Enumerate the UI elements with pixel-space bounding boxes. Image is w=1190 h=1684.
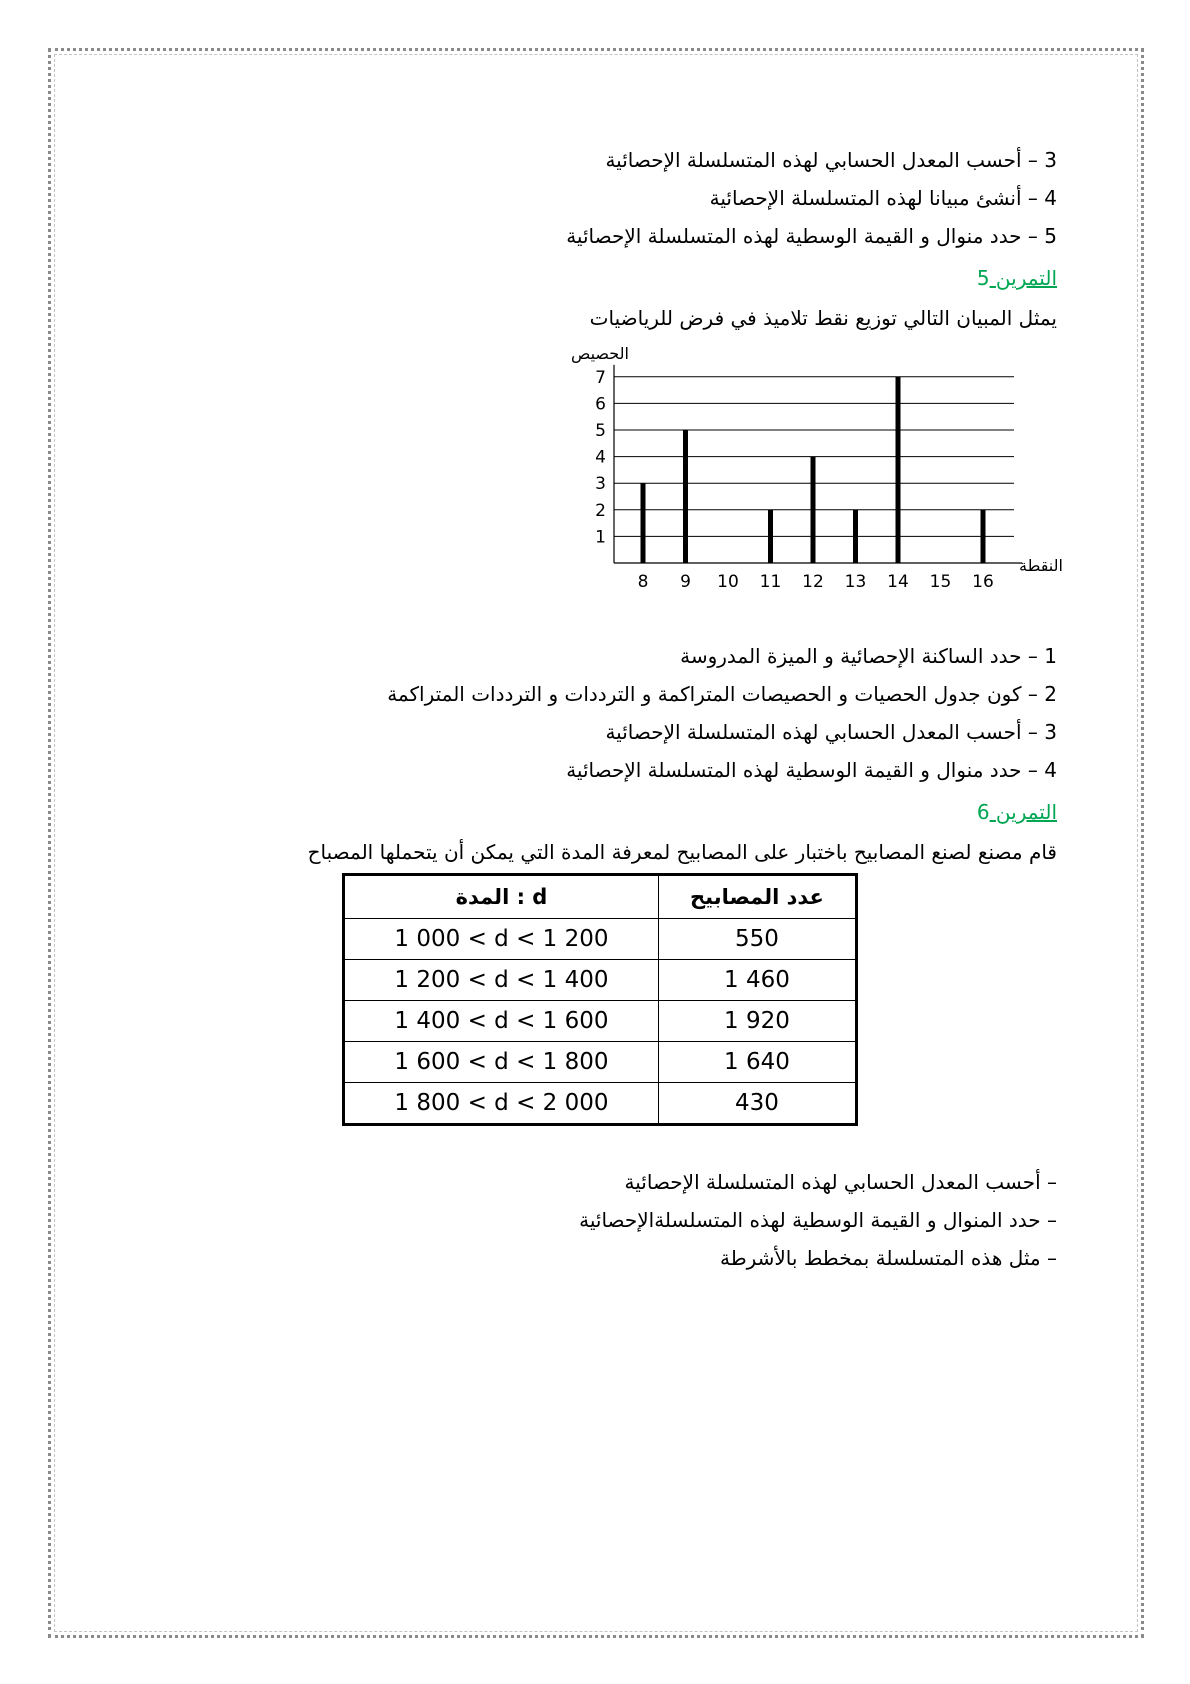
bar	[811, 457, 816, 563]
y-tick-label: 4	[595, 447, 606, 468]
ex6-item-3: – مثل هذه المتسلسلة بمخطط بالأشرطة	[719, 1246, 1057, 1270]
x-tick-label: 13	[844, 572, 867, 592]
top-item-4: 4 – أنشئ مبيانا لهذه المتسلسلة الإحصائية	[709, 186, 1057, 210]
y-tick-label: 3	[595, 474, 606, 495]
ex5-item-3: 3 – أحسب المعدل الحسابي لهذه المتسلسلة الإحصائية	[605, 720, 1057, 744]
x-tick-label: 10	[717, 572, 739, 592]
table-cell-count: 430	[658, 1083, 856, 1125]
table-header-row	[344, 875, 857, 919]
exercise-6-heading: التمرين 6	[976, 800, 1057, 824]
bar	[683, 430, 688, 563]
bar	[981, 510, 986, 563]
bar	[853, 510, 858, 563]
y-tick-label: 5	[595, 421, 606, 441]
y-tick-label: 2	[595, 500, 606, 521]
ex6-item-1: – أحسب المعدل الحسابي لهذه المتسلسلة الإحصائية	[624, 1170, 1057, 1194]
table-cell-duration: 1 800 < d < 2 000	[344, 1083, 659, 1125]
table-row	[344, 1001, 857, 1042]
ex6-item-2: – حدد المنوال و القيمة الوسطية لهذه المتسلسلةالإحصائية	[579, 1208, 1057, 1232]
exercise-6-intro: قام مصنع لصنع المصابيح باختبار على المصابيح لمعرفة المدة التي يمكن أن يتحملها المصباح	[307, 840, 1057, 864]
table-cell-count: 1 640	[658, 1042, 856, 1083]
x-tick-label: 16	[972, 572, 994, 592]
y-tick-label: 1	[595, 527, 606, 548]
x-tick-label: 8	[637, 572, 649, 592]
table-cell-duration: 1 400 < d < 1 600	[344, 1001, 659, 1042]
table-header-duration: d : المدة	[344, 875, 659, 919]
table-cell-count: 1 920	[658, 1001, 856, 1042]
top-item-3: 3 – أحسب المعدل الحسابي لهذه المتسلسلة الإحصائية	[605, 148, 1057, 172]
bar	[896, 377, 901, 563]
ex5-item-1: 1 – حدد الساكنة الإحصائية و الميزة المدروسة	[680, 644, 1057, 668]
chart-x-axis-label: النقطة	[1019, 556, 1063, 575]
table-header-count: عدد المصابيح	[658, 875, 856, 919]
y-tick-label: 7	[595, 367, 606, 388]
x-tick-label: 9	[680, 572, 691, 592]
table-row	[344, 919, 857, 960]
table-cell-duration: 1 000 < d < 1 200	[344, 919, 659, 960]
x-tick-label: 11	[759, 572, 782, 592]
table-row	[344, 1083, 857, 1125]
bar	[641, 483, 646, 563]
table-row	[344, 1042, 857, 1083]
table-cell-duration: 1 200 < d < 1 400	[344, 960, 659, 1001]
ex5-item-2: 2 – كون جدول الحصيات و الحصيصات المتراكمة و الترددات و الترددات المتراكمة	[387, 682, 1057, 706]
chart-y-axis-label: الحصيص	[571, 344, 629, 363]
exercise-5-heading: التمرين 5	[976, 266, 1057, 290]
table-cell-duration: 1 600 < d < 1 800	[344, 1042, 659, 1083]
chart-canvas	[575, 344, 1035, 604]
ex5-item-4: 4 – حدد منوال و القيمة الوسطية لهذه المتسلسلة الإحصائية	[566, 758, 1057, 782]
bar	[768, 510, 773, 563]
top-item-5: 5 – حدد منوال و القيمة الوسطية لهذه المتسلسلة الإحصائية	[566, 224, 1057, 248]
bar-chart	[571, 344, 1075, 604]
lamps-table	[342, 873, 858, 1126]
x-tick-label: 15	[929, 572, 952, 592]
exercise-5-intro: يمثل المبيان التالي توزيع نقط تلاميذ في فرض للرياضيات	[589, 306, 1057, 330]
y-tick-label: 6	[595, 394, 606, 415]
table-cell-count: 550	[658, 919, 856, 960]
table-row	[344, 960, 857, 1001]
table-cell-count: 1 460	[658, 960, 856, 1001]
x-tick-label: 12	[802, 572, 824, 592]
x-tick-label: 14	[887, 572, 909, 592]
